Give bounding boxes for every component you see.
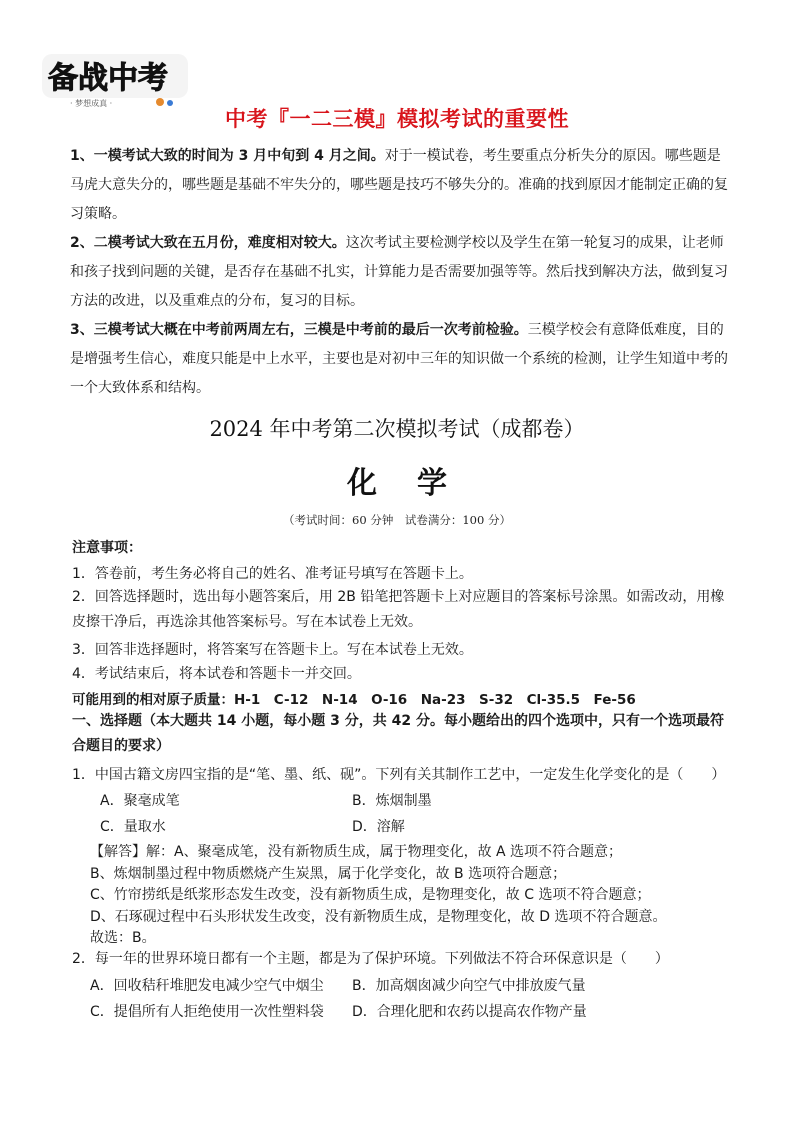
notice-item-2: 2．回答选择题时，选出每小题答案后，用 2B 铅笔把答题卡上对应题目的答案标号涂黑。如需改动，用橡皮擦干净后，再选涂其他答案标号。写在本试卷上无效。 xyxy=(72,589,725,630)
q1-option-d: D．溶解 xyxy=(352,819,405,835)
q1-explain-1: 【解答】解：A、聚毫成笔，没有新物质生成，属于物理变化，故 A 选项不符合题意； xyxy=(90,844,623,860)
q1-option-c: C．量取水 xyxy=(100,819,166,835)
q1-explain-4: D、石琢砚过程中石头形状发生改变，没有新物质生成，是物理变化，故 D 选项不符合题意。 xyxy=(90,909,667,925)
intro-paragraph-1 xyxy=(70,142,730,229)
q2-option-d: D．合理化肥和农药以提高农作物产量 xyxy=(352,1004,587,1020)
question-2-stem: 2．每一年的世界环境日都有一个主题，都是为了保护环境。下列做法不符合环保意识是（ ） xyxy=(72,951,669,967)
q1-option-a: A．聚毫成笔 xyxy=(100,793,180,809)
q2-option-b: B．加高烟囱减少向空气中排放废气量 xyxy=(352,978,586,994)
q2-option-c: C．提倡所有人拒绝使用一次性塑料袋 xyxy=(90,1004,324,1020)
banner-heading: 中考『一二三模』模拟考试的重要性 xyxy=(225,107,569,131)
notice-item-4: 4．考试结束后，将本试卷和答题卡一并交回。 xyxy=(72,666,361,682)
intro-body-1: 对于一模试卷，考生要重点分析失分的原因。哪些题是马虎大意失分的，哪些题是基础不牢失分的，哪些题是技巧不够失分的。准确的找到原因才能制定正确的复习策略。 xyxy=(70,148,728,222)
q1-option-b: B．炼烟制墨 xyxy=(352,793,432,809)
question-1-stem: 1．中国古籍文房四宝指的是“笔、墨、纸、砚”。下列有关其制作工艺中，一定发生化学变化的是（ ） xyxy=(72,767,726,783)
intro-lead-1: 1、一模考试大致的时间为 3 月中旬到 4 月之间。 xyxy=(70,148,385,164)
intro-body-2: 这次考试主要检测学校以及学生在第一轮复习的成果，让老师和孩子找到问题的关键，是否存在基础不扎实，计算能力是否需要加强等等。然后找到解决方法，做到复习方法的改进，以及重难点的分布，复习的目标。 xyxy=(70,235,728,309)
intro-paragraph-2 xyxy=(70,229,730,316)
exam-title: 2024 年中考第二次模拟考试（成都卷） xyxy=(209,417,585,441)
intro-body-3: 三模学校会有意降低难度，目的是增强考生信心，难度只能是中上水平，主要也是对初中三年的知识做一个系统的检测，让学生知道中考的一个大致体系和结构。 xyxy=(70,322,728,396)
q2-option-a: A．回收秸秆堆肥发电减少空气中烟尘 xyxy=(90,978,324,994)
atomic-mass-line: 可能用到的相对原子质量：H-1 C-12 N-14 O-16 Na-23 S-32 Cl-35.5 Fe-56 xyxy=(72,692,636,708)
intro-lead-2: 2、二模考试大致在五月份，难度相对较大。 xyxy=(70,235,346,251)
q1-explain-2: B、炼烟制墨过程中物质燃烧产生炭黑，属于化学变化，故 B 选项符合题意； xyxy=(90,866,567,882)
q1-explain-3: C、竹帘捞纸是纸浆形态发生改变，没有新物质生成，是物理变化，故 C 选项不符合题意； xyxy=(90,887,651,903)
intro-paragraph-3 xyxy=(70,316,730,403)
intro-lead-3: 3、三模考试大概在中考前两周左右，三模是中考前的最后一次考前检验。 xyxy=(70,322,528,338)
notice-heading: 注意事项： xyxy=(72,540,142,556)
time-info: （考试时间：60 分钟 试卷满分：100 分） xyxy=(283,513,511,527)
logo-text: 备战中考 xyxy=(48,61,168,96)
notice-item-1: 1．答卷前，考生务必将自己的姓名、准考证号填写在答题卡上。 xyxy=(72,566,473,582)
section-heading: 一、选择题（本大题共 14 小题，每小题 3 分，共 42 分。每小题给出的四个选项中，只有一个选项最符合题目的要求） xyxy=(72,713,724,754)
q1-answer: 故选：B。 xyxy=(90,930,156,946)
notice-item-3: 3．回答非选择题时，将答案写在答题卡上。写在本试卷上无效。 xyxy=(72,642,473,658)
logo-subtext: · 梦想成真 · xyxy=(70,99,113,108)
subject-title: 化学 xyxy=(347,466,487,501)
